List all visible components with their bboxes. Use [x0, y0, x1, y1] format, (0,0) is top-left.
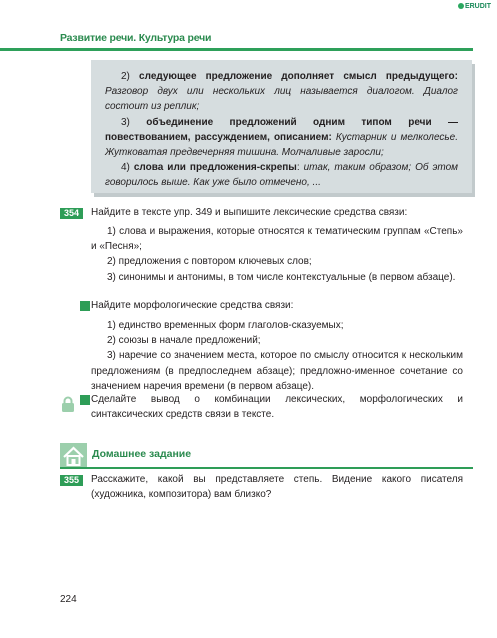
publisher-logo	[458, 3, 491, 10]
list-item: 2) союзы в начале предложений;	[107, 335, 261, 347]
exercise-354-list-2	[91, 318, 463, 394]
exercise-number-355: 355	[60, 475, 83, 486]
page-number: 224	[60, 594, 77, 605]
home-icon	[60, 443, 87, 469]
exercise-355-task: Расскажите, какой вы представляете степь. Видение какого писателя (художника, композитора) вам близко?	[91, 474, 463, 501]
list-item: 1) единство временных форм глаголов-сказуемых;	[107, 320, 344, 331]
logo-mark-icon	[458, 3, 464, 9]
list-item: 3) наречие со значением места, которое по смыслу относится к нескольким предложениям (в предпоследнем абзаце); предложно-именное сочетание со значением наречия времени (в первом абзаце).	[91, 350, 463, 392]
list-item: 3) синонимы и антонимы, в том числе контекстуальные (в первом абзаце).	[107, 271, 456, 283]
exercise-354-list	[91, 224, 463, 285]
task-marker-square	[80, 395, 90, 405]
exercise-number-354: 354	[60, 208, 83, 219]
note-item-2: 2) следующее предложение дополняет смысл предыдущего: Разговор двух или нескольких лиц называется диалогом. Диалог состоит из реплик;	[105, 71, 458, 113]
homework-home-box	[60, 443, 87, 469]
note-item-3: 3) объединение предложений одним типом речи — повествованием, рассуждением, описанием: Кустарник и мелколесье. Жутковатая предвечерняя тишина. Молчаливые заросли;	[105, 116, 459, 159]
note-item-4: 4) слова или предложения-скрепы: итак, таким образом; Об этом говорилось выше. Как уже было отмечено, ...	[105, 162, 458, 189]
task-marker-square	[80, 301, 90, 311]
exercise-354-conclusion: Сделайте вывод о комбинации лексических, морфологических и синтаксических средств связи в тексте.	[91, 394, 463, 421]
section-title: Развитие речи. Культура речи	[60, 32, 212, 44]
note-box	[91, 60, 472, 193]
homework-divider	[60, 467, 473, 469]
exercise-354-task: Найдите в тексте упр. 349 и выпишите лексические средства связи:	[91, 207, 408, 218]
list-item: 1) слова и выражения, которые относятся к тематическим группам «Степь» и «Песня»;	[91, 226, 463, 253]
section-header	[0, 30, 473, 51]
exercise-354-task-2: Найдите морфологические средства связи:	[91, 300, 294, 311]
list-item: 2) предложения с повтором ключевых слов;	[107, 256, 312, 268]
lock-icon	[60, 396, 76, 412]
homework-title: Домашнее задание	[92, 448, 192, 460]
logo-text: ERUDIT	[464, 3, 491, 10]
